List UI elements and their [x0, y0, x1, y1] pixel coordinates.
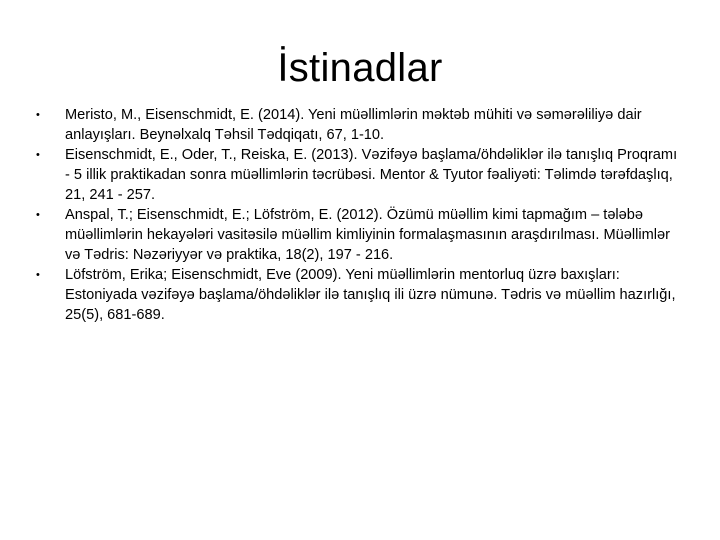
reference-text: Anspal, T.; Eisenschmidt, E.; Löfström, E. (2012). Özümü müəllim kimi tapmağım – tələbə müəllimlərin hekayələri vasitəsilə müəllim kimliyinin formalaşmasının araşdırılması. Müəllimlər və Tədris: Nəzəriyyər və praktika, 18(2), 197 - 216.	[65, 207, 670, 263]
bullet-icon: •	[36, 109, 40, 121]
reference-text: Löfström, Erika; Eisenschmidt, Eve (2009). Yeni müəllimlərin mentorluq üzrə baxışları: Estoniyada vəzifəyə başlama/öhdəliklər ilə tanışlıq ili üzrə nümunə. Tədris və müəllim hazırlığı, 25(5), 681-689.	[65, 267, 676, 323]
bullet-icon: •	[36, 269, 40, 281]
reference-text: Meristo, M., Eisenschmidt, E. (2014). Yeni müəllimlərin məktəb mühiti və səmərəliliyə dair anlayışları. Beynəlxalq Təhsil Tədqiqatı, 67, 1-10.	[65, 107, 642, 143]
bullet-icon: •	[36, 209, 40, 221]
reference-item	[36, 205, 686, 265]
reference-item	[36, 145, 686, 205]
slide-title: İstinadlar	[277, 46, 443, 90]
bullet-icon: •	[36, 149, 40, 161]
reference-text: Eisenschmidt, E., Oder, T., Reiska, E. (2013). Vəzifəyə başlama/öhdəliklər ilə tanışlıq Proqramı - 5 illik praktikadan sonra müəllimlərin təcrübəsi. Mentor & Tyutor fəaliyəti: Təlimdə tərəfdaşlıq, 21, 241 - 257.	[65, 147, 678, 203]
reference-item	[36, 265, 686, 325]
reference-item	[36, 105, 686, 145]
reference-list	[36, 105, 686, 325]
